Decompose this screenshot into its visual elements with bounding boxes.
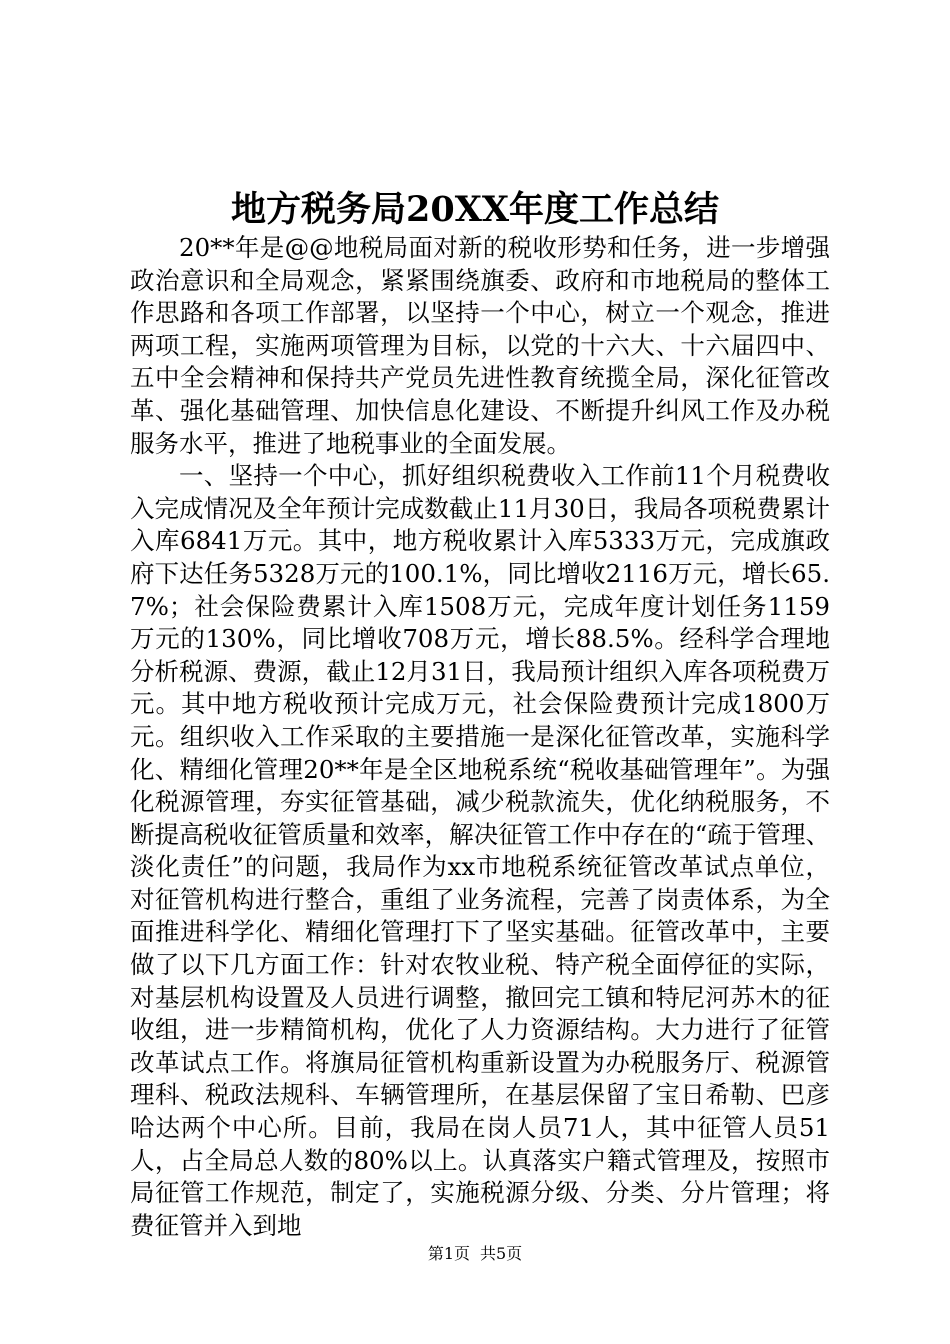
page-total: 共5页	[480, 1244, 523, 1263]
document-body	[130, 232, 830, 1242]
document-title: 地方税务局20XX年度工作总结	[230, 189, 720, 230]
paragraph-intro: 20**年是@@地税局面对新的税收形势和任务，进一步增强政治意识和全局观念，紧紧围绕旗委、政府和市地税局的整体工作思路和各项工作部署，以坚持一个中心，树立一个观念，推进两项工程，实施两项管理为目标，以党的十六大、十六届四中、五中全会精神和保持共产党员先进性教育统揽全局，深化征管改革、强化基础管理、加快信息化建设、不断提升纠风工作及办税服务水平，推进了地税事业的全面发展。	[130, 233, 830, 458]
paragraph-section-one: 一、坚持一个中心，抓好组织税费收入工作前11个月税费收入完成情况及全年预计完成数截止11月30日，我局各项税费累计入库6841万元。其中，地方税收累计入库5333万元，完成旗政府下达任务5328万元的100.1%，同比增收2116万元，增长65.7%；社会保险费累计入库1508万元，完成年度计划任务1159万元的130%，同比增收708万元，增长88.5%。经科学合理地分析税源、费源，截止12月31日，我局预计组织入库各项税费万元。其中地方税收预计完成万元，社会保险费预计完成1800万元。组织收入工作采取的主要措施一是深化征管改革，实施科学化、精细化管理20**年是全区地税系统“税收基础管理年”。为强化税源管理，夯实征管基础，减少税款流失，优化纳税服务，不断提高税收征管质量和效率，解决征管工作中存在的“疏于管理、淡化责任”的问题，我局作为xx市地税系统征管改革试点单位，对征管机构进行整合，重组了业务流程，完善了岗责体系，为全面推进科学化、精细化管理打下了坚实基础。征管改革中，主要做了以下几方面工作：针对农牧业税、特产税全面停征的实际，对基层机构设置及人员进行调整，撤回完工镇和特尼河苏木的征收组，进一步精简机构，优化了人力资源结构。大力进行了征管改革试点工作。将旗局征管机构重新设置为办税服务厅、税源管理科、税政法规科、车辆管理所，在基层保留了宝日希勒、巴彦哈达两个中心所。目前，我局在岗人员71人，其中征管人员51人，占全局总人数的80%以上。认真落实户籍式管理及，按照市局征管工作规范，制定了，实施税源分级、分类、分片管理；将费征管并入到地	[130, 461, 830, 1240]
page-footer	[0, 1242, 950, 1266]
page-number: 第1页	[427, 1244, 470, 1263]
